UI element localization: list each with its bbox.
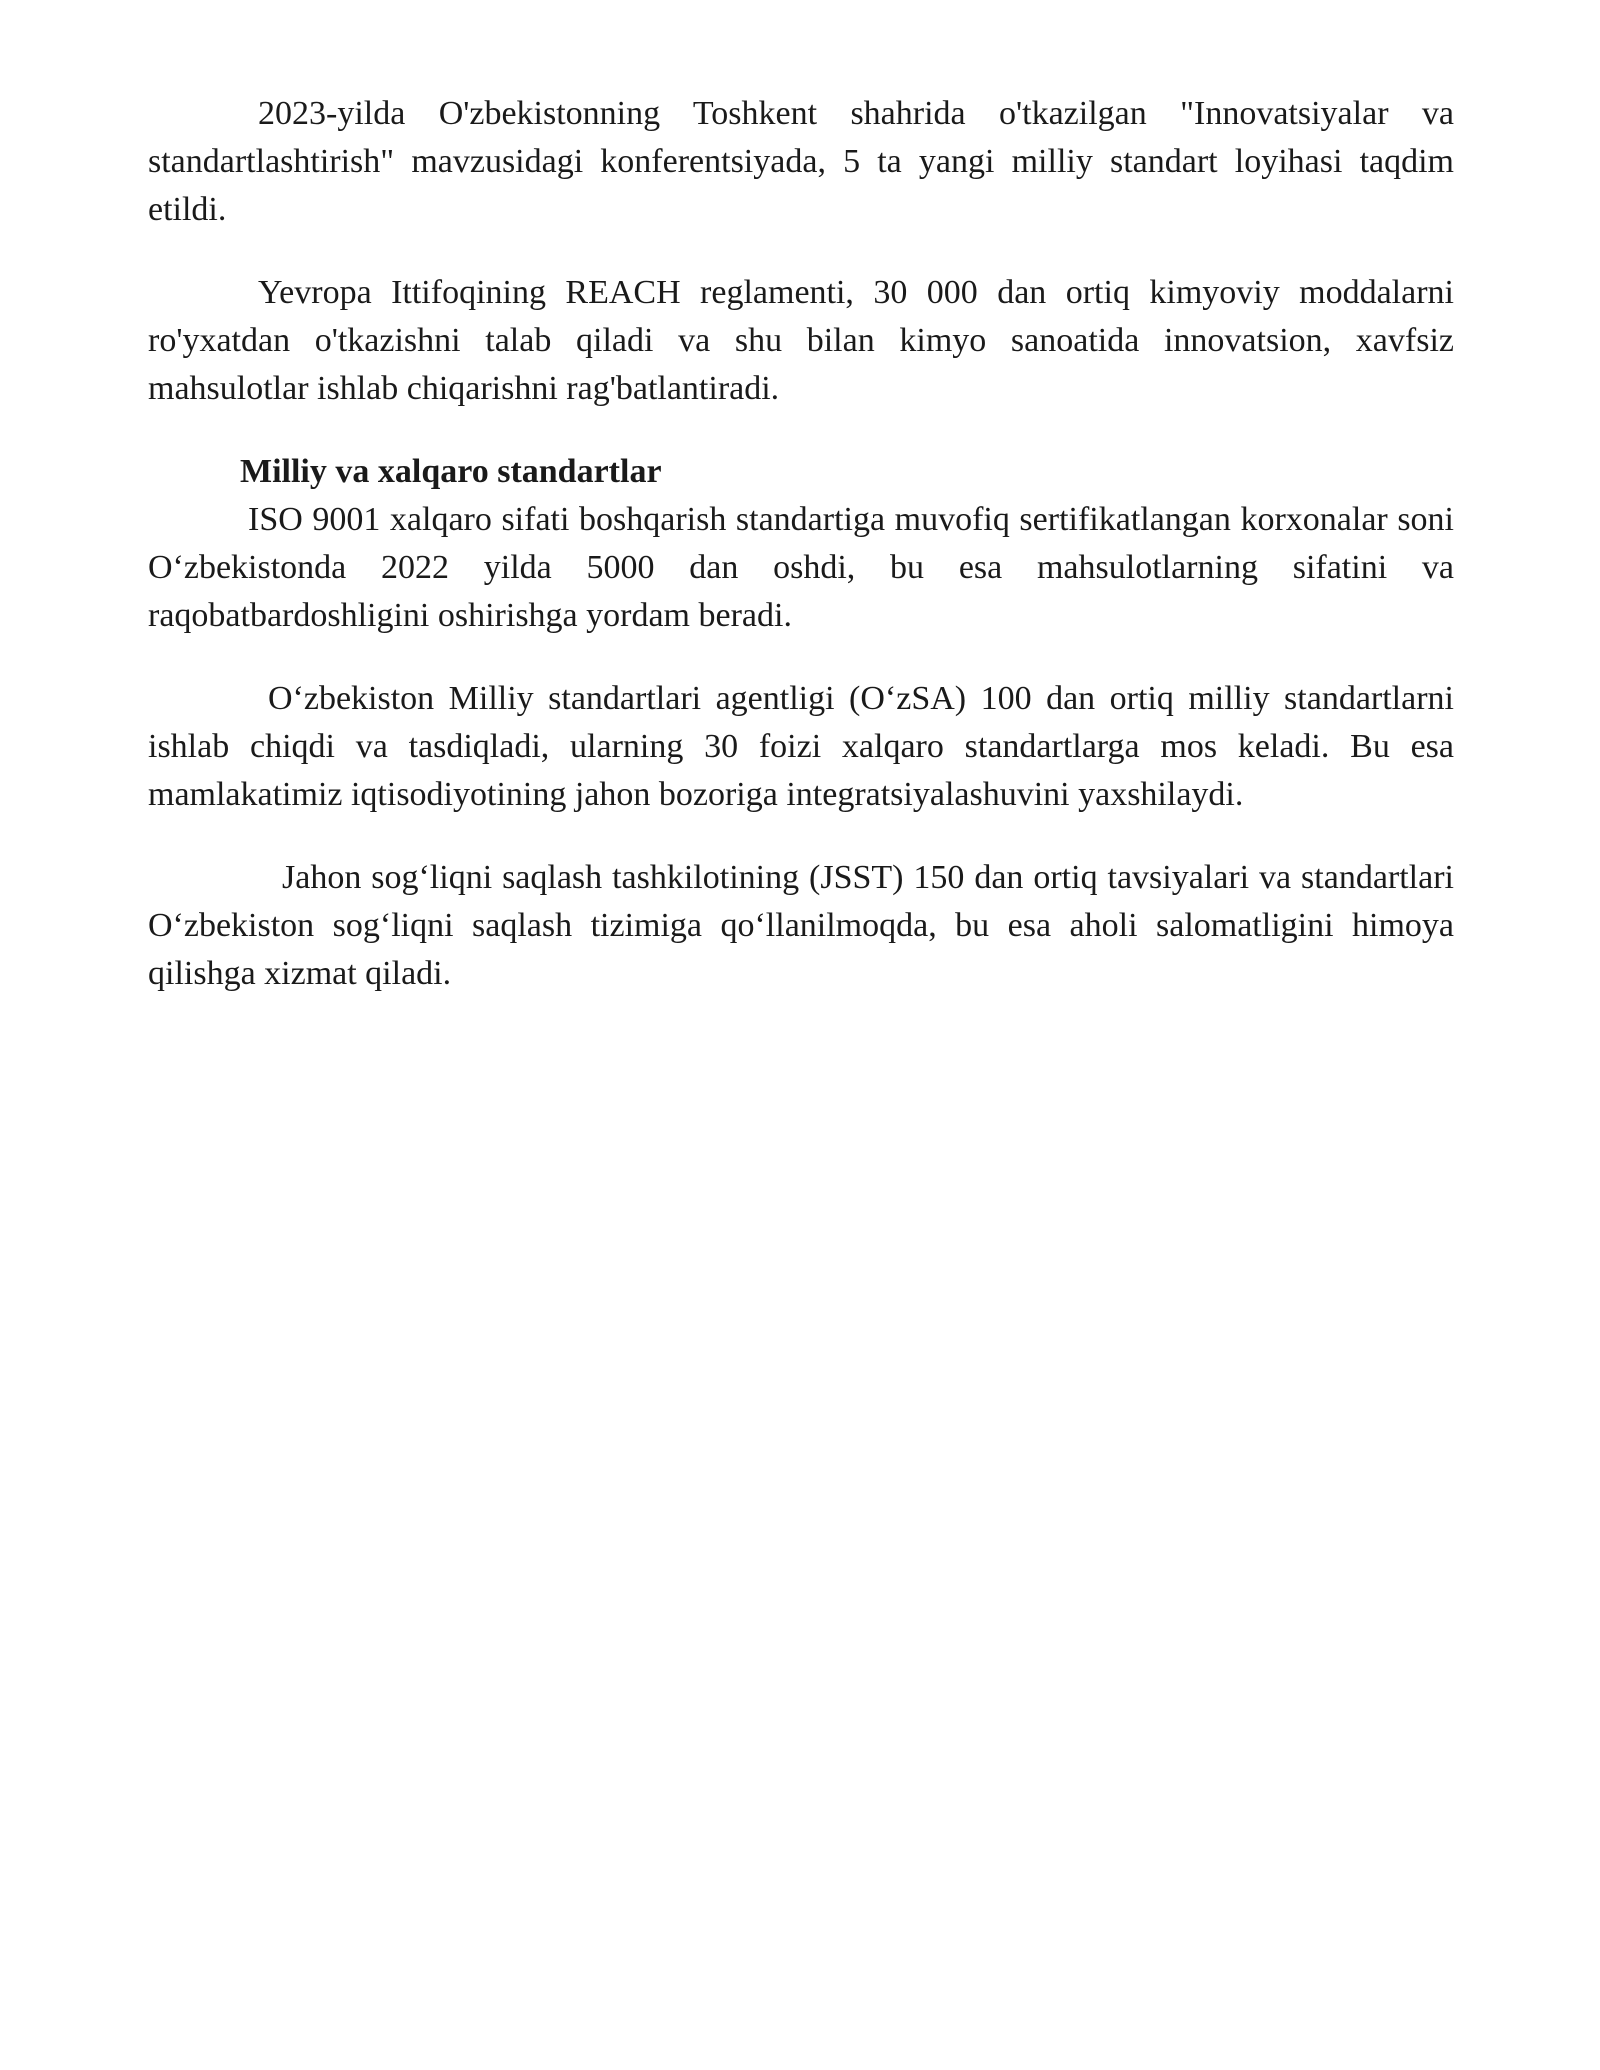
paragraph-jsst: Jahon sog‘liqni saqlash tashkilotining (JSST) 150 dan ortiq tavsiyalari va standartlari O‘zbekiston sog‘liqni saqlash tizimiga qo‘llanilmoqda, bu esa aholi salomatligini himoya qilishga xizmat qiladi. bbox=[148, 859, 1454, 992]
document-body bbox=[148, 90, 1454, 1033]
paragraph-ozsa: O‘zbekiston Milliy standartlari agentligi (O‘zSA) 100 dan ortiq milliy standartlarni ishlab chiqdi va tasdiqladi, ularning 30 foizi xalqaro standartlarga mos keladi. Bu esa mamlakatimiz iqtisodiyotining jahon bozoriga integratsiyalashuvini yaxshilaydi. bbox=[148, 680, 1454, 813]
paragraph-reach: Yevropa Ittifoqining REACH reglamenti, 30 000 dan ortiq kimyoviy moddalarni ro'yxatdan o'tkazishni talab qiladi va shu bilan kimyo sanoatida innovatsion, xavfsiz mahsulotlar ishlab chiqarishni rag'batlantiradi. bbox=[148, 274, 1454, 407]
paragraph-conference: 2023-yilda O'zbekistonning Toshkent shahrida o'tkazilgan "Innovatsiyalar va standartlashtirish" mavzusidagi konferentsiyada, 5 ta yangi milliy standart loyihasi taqdim etildi. bbox=[148, 95, 1454, 228]
paragraph-iso-9001: ISO 9001 xalqaro sifati boshqarish standartiga muvofiq sertifikatlangan korxonalar soni O‘zbekistonda 2022 yilda 5000 dan oshdi, bu esa mahsulotlarning sifatini va raqobatbardoshligini oshirishga yordam beradi. bbox=[148, 501, 1454, 634]
section-heading: Milliy va xalqaro standartlar bbox=[240, 453, 662, 490]
